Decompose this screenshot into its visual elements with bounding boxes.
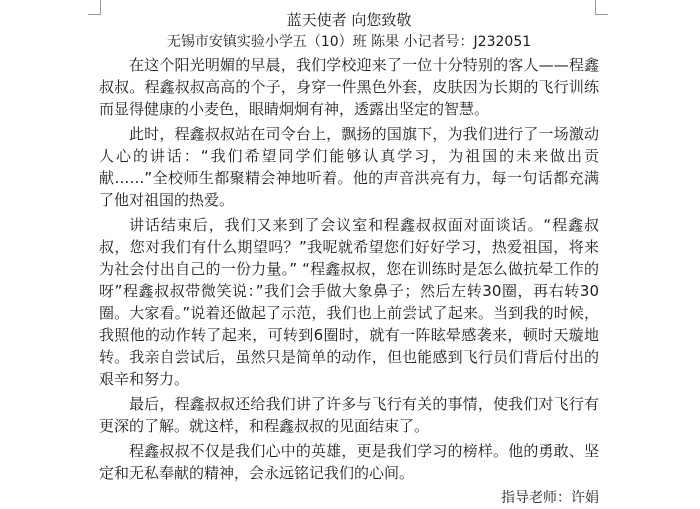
- document-title: 蓝天使者 向您致敬: [286, 11, 412, 29]
- paragraph-1: 在这个阳光明媚的早晨，我们学校迎来了一位十分特别的客人——程鑫叔叔。程鑫叔叔高高的个子，身穿一件黑色外套，皮肤因为长期的飞行训练而显得健康的小麦色，眼睛炯炯有神，透露出坚定的智慧。: [99, 56, 599, 118]
- paragraph-4: 最后，程鑫叔叔还给我们讲了许多与飞行有关的事情，使我们对飞行有更深的了解。就这样，和程鑫叔叔的见面结束了。: [99, 395, 599, 435]
- advisor-signature: 指导老师：许娟: [501, 490, 599, 506]
- document-byline: 无锡市安镇实验小学五（10）班 陈果 小记者号：J232051: [166, 34, 532, 50]
- paragraph-5: 程鑫叔叔不仅是我们心中的英雄，更是我们学习的榜样。他的勇敢、坚定和无私奉献的精神，会永远铭记我们的心间。: [99, 442, 599, 482]
- paragraph-2: 此时，程鑫叔叔站在司令台上，飘扬的国旗下，为我们进行了一场激动人心的讲话：“我们希望同学们能够认真学习，为祖国的未来做出贡献……”全校师生都聚精会神地听着。他的声音洪亮有力，每一句话都充满了他对祖国的热爱。: [99, 125, 599, 209]
- document-page: [99, 9, 599, 509]
- paragraph-3: 讲话结束后，我们又来到了会议室和程鑫叔叔面对面谈话。“程鑫叔叔，您对我们有什么期望吗？”我呢就希望您们好好学习，热爱祖国，将来为社会付出自己的一份力量。” “程鑫叔叔，您在训练时是怎么做抗晕工作的呀”程鑫叔叔带微笑说：”我们会手做大象鼻子；然后左转30圈，再右转30圈。大家看。”说着还做起了示范，我们也上前尝试了起来。当到我的时候，我照他的动作转了起来，可转到6圈时，就有一阵眩晕感袭来，顿时天璇地转。我亲自尝试后，虽然只是简单的动作，但也能感到飞行员们背后付出的艰辛和努力。: [99, 216, 599, 388]
